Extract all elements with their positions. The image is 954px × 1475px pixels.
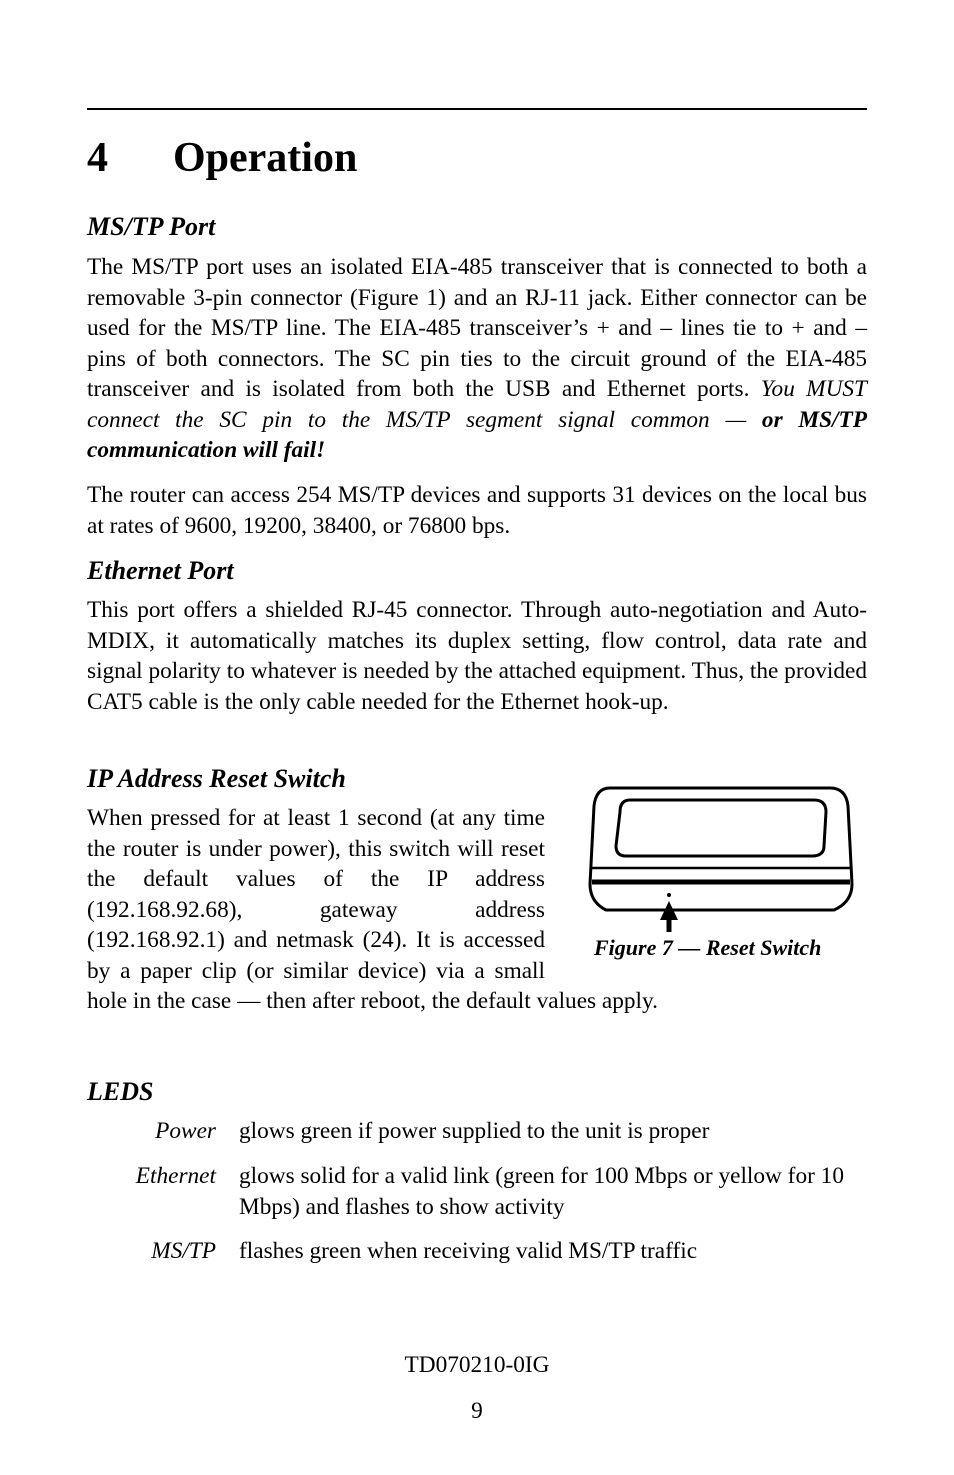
led-def-power: glows green if power supplied to the unit is proper [239, 1118, 710, 1144]
figure-caption: Figure 7 — Reset Switch [594, 935, 822, 960]
led-term-mstp: MS/TP [151, 1238, 216, 1264]
header-rule [87, 108, 867, 110]
figure-wrap-spacer [545, 803, 867, 986]
ethernet-heading: Ethernet Port [87, 556, 234, 585]
led-term-power: Power [155, 1118, 216, 1144]
led-term-ethernet: Ethernet [135, 1163, 216, 1189]
ethernet-paragraph: This port offers a shielded RJ-45 connector. Through auto-negotiation and Auto-MDIX, it automatically matches its duplex setting, flow control, data rate and signal polarity to whatever is needed by the attached equipment. Thus, the provided CAT5 cable is the only cable needed for the Ethernet hook-up. [87, 597, 867, 715]
mstp-p1-text: The MS/TP port uses an isolated EIA-485 transceiver that is connected to both a removable 3-pin connector (Figure 1) and an RJ-11 jack. Either connector can be used for the MS/TP line. The EIA-485 transceiver’s + and – lines tie to + and – pins of both connectors. The SC pin ties to the circuit ground of the EIA-485 transceiver and is isolated from both the USB and Ethernet ports. [87, 254, 867, 402]
reset-heading: IP Address Reset Switch [87, 764, 346, 793]
led-def-mstp: flashes green when receiving valid MS/TP traffic [239, 1238, 698, 1264]
mstp-p1-warning: or MS/TP communication will fail! [87, 406, 867, 463]
chapter-title: Operation [173, 135, 358, 181]
page-number: 9 [471, 1398, 483, 1424]
leds-heading: LEDS [87, 1077, 154, 1106]
reset-paragraph [87, 803, 867, 1017]
mstp-heading: MS/TP Port [87, 212, 216, 241]
reset-text: When pressed for at least 1 second (at any time the router is under power), this switch will reset the default values of the IP address (192.168.92.68), gateway address (192.168.92.1) and netmask (24). It is accessed by a paper clip (or similar device) via a small hole in the case — then after reboot, the default values apply. [87, 805, 658, 1014]
document-id: TD070210-0IG [404, 1352, 550, 1378]
mstp-paragraph-2: The router can access 254 MS/TP devices and supports 31 devices on the local bus at rates of 9600, 19200, 38400, or 76800 bps. [87, 482, 867, 539]
chapter-number: 4 [87, 135, 108, 181]
mstp-p1-italic: You MUST connect the SC pin to the MS/TP segment signal common — [87, 376, 867, 433]
mstp-paragraph-1 [87, 252, 867, 466]
led-def-ethernet: glows solid for a valid link (green for 100 Mbps or yellow for 10 Mbps) and flashes to show activity [239, 1163, 844, 1220]
chapter-heading [87, 130, 357, 186]
